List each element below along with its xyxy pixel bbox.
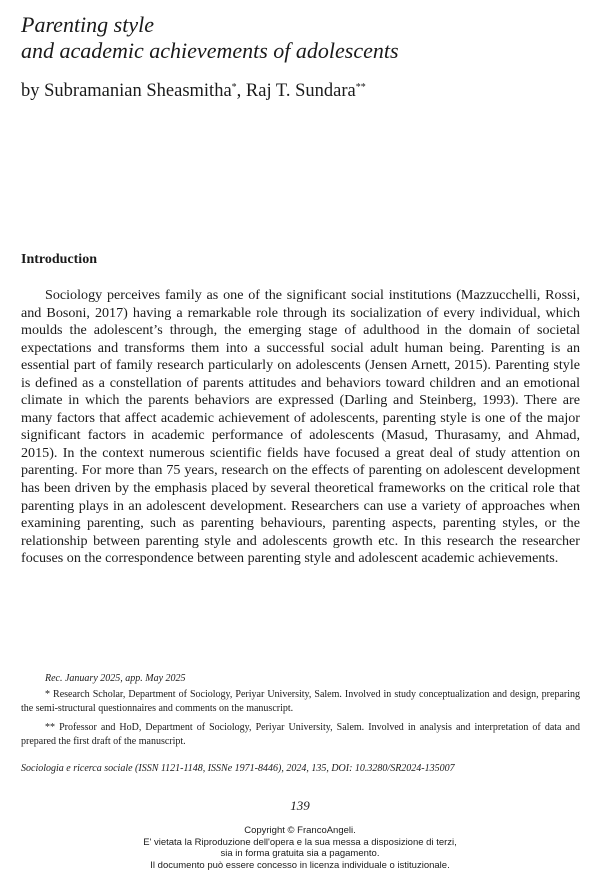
author-1-footnote-mark: * xyxy=(231,82,237,93)
journal-citation: Sociologia e ricerca sociale (ISSN 1121-1148, ISSNe 1971-8446), 2024, 135, DOI: 10.3280/SR2024-135007 xyxy=(21,763,455,774)
page-number: 139 xyxy=(290,798,310,813)
copyright-line-4: Il documento può essere concesso in licenza individuale o istituzionale. xyxy=(150,859,450,871)
author-separator: , xyxy=(236,81,246,101)
author-1-name: Subramanian Sheasmitha xyxy=(44,81,232,101)
article-title xyxy=(21,12,581,64)
footnote-author-1: * Research Scholar, Department of Sociology, Periyar University, Salem. Involved in study conceptualization and design, preparing the semi-structural questionnaires and comments on the manuscript. xyxy=(21,689,580,714)
article-title-line-2: and academic achievements of adolescents xyxy=(21,38,399,63)
byline-prefix: by xyxy=(21,81,45,101)
copyright-line-2: E' vietata la Riproduzione dell'opera e la sua messa a disposizione di terzi, xyxy=(143,836,457,848)
copyright-line-3: sia in forma gratuita sia a pagamento. xyxy=(220,848,380,859)
author-2-name: Raj T. Sundara xyxy=(245,81,356,101)
received-accepted-dates: Rec. January 2025, app. May 2025 xyxy=(45,673,186,684)
author-byline xyxy=(21,81,366,102)
copyright-notice xyxy=(0,825,600,871)
introduction-paragraph: Sociology perceives family as one of the significant social institutions (Mazzucchelli, Rossi, and Bosoni, 2017) having a remarkable role through its socialization of every individual, which moulds the adolescent’s through, the emerging stage of adulthood in the domain of societal expectations and transforms them into a successful social adult human being. Parenting is an essential part of family research particularly on adolescents (Jensen Arnett, 2015). Parenting style is defined as a constellation of parents attitudes and behaviors toward children and an emotional climate in which the parents behaviors are expressed (Darling and Steinberg, 1993). There are many factors that affect academic achievement of adolescents, parenting style is one of the major significant factors in academic performance of adolescents (Masud, Thurasamy, and Ahmad, 2015). In the context numerous scientific fields have focused a great deal of study attention on parenting. For more than 75 years, research on the effects of parenting on adolescent development has been driven by the emphasis placed by several theoretical frameworks on the critical role that parenting plays in an adolescent development. Researchers can use a variety of approaches when examining parenting, such as parenting behaviours, parenting aspects, parenting styles, or the relationship between parenting style and adolescents growth etc. In this research the researcher focuses on the correspondence between parenting style and adolescent academic achievements. xyxy=(21,287,580,567)
article-title-line-1: Parenting style xyxy=(21,12,154,37)
copyright-line-1: Copyright © FrancoAngeli. xyxy=(244,825,356,836)
footnote-author-2: ** Professor and HoD, Department of Sociology, Periyar University, Salem. Involved in analysis and interpretation of data and prepared the first draft of the manuscript. xyxy=(21,722,580,747)
section-heading: Introduction xyxy=(21,252,97,267)
author-2-footnote-mark: ** xyxy=(355,82,366,93)
